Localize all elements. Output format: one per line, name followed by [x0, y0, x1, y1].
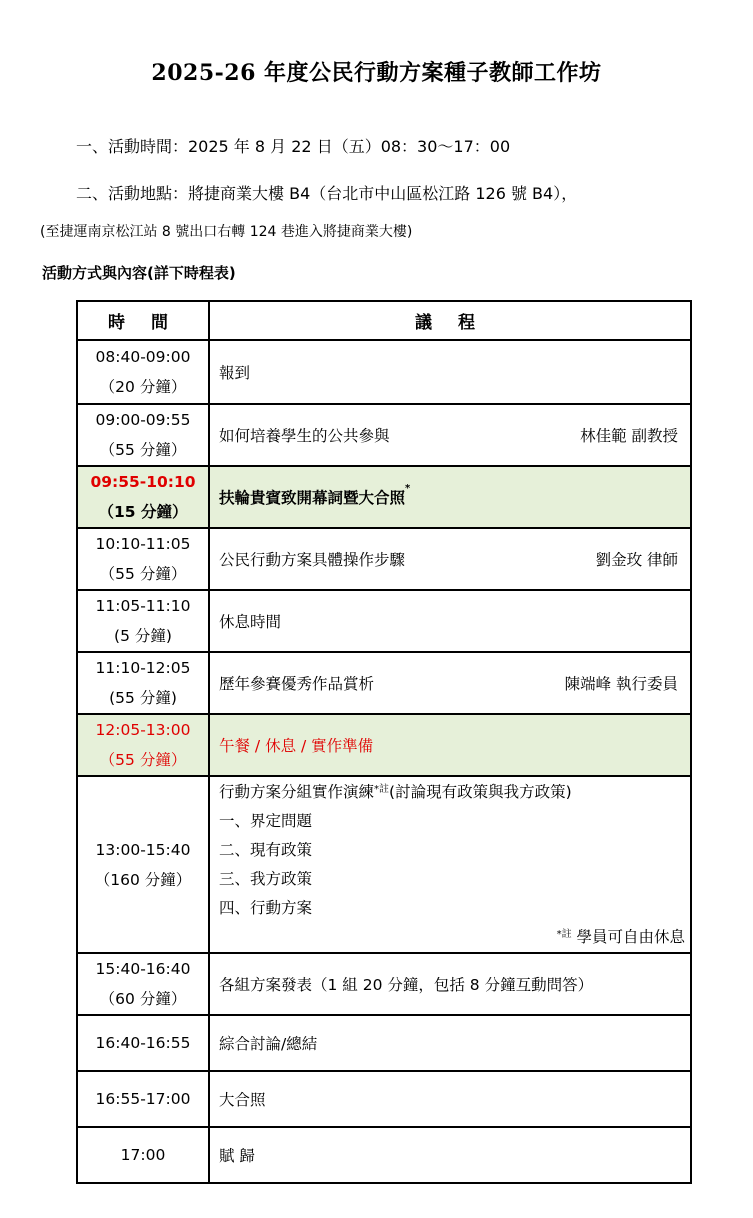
time-range: 13:00-15:40	[95, 840, 191, 859]
time-cell	[77, 953, 209, 1015]
time-cell	[77, 340, 209, 404]
table-row	[77, 340, 691, 404]
table-row	[77, 953, 691, 1015]
agenda-item: 歷年參賽優秀作品賞析	[219, 675, 375, 693]
step-item: 四、行動方案	[219, 898, 313, 917]
footnote-mark: *	[405, 483, 411, 494]
time-range: 11:05-11:10	[95, 597, 191, 615]
agenda-item: 公民行動方案具體操作步驟	[219, 551, 406, 569]
agenda-item: 報到	[219, 364, 251, 382]
schedule-table	[76, 300, 692, 1184]
event-time: 一、活動時間：2025 年 8 月 22 日（五）08：30～17：00	[76, 137, 511, 156]
time-range: 08:40-09:00	[95, 348, 191, 366]
direction-note: (至捷運南京松江站 8 號出口右轉 124 巷進入將捷商業大樓)	[40, 224, 413, 240]
time-cell	[77, 1127, 209, 1183]
duration: （55 分鐘）	[99, 441, 187, 459]
table-row	[77, 466, 691, 528]
table-row	[77, 404, 691, 466]
agenda-cell	[209, 404, 691, 466]
page-title: 2025-26 年度公民行動方案種子教師工作坊	[151, 60, 602, 86]
agenda-item-tail: (討論現有政策與我方政策)	[389, 782, 572, 801]
agenda-cell	[209, 1071, 691, 1127]
footnote-mark: *註	[556, 928, 572, 940]
duration: （20 分鐘）	[99, 378, 187, 396]
footnote	[219, 923, 685, 952]
agenda-cell	[209, 466, 691, 528]
time-range: 16:40-16:55	[95, 1034, 191, 1052]
footnote-mark: *註	[374, 783, 390, 795]
agenda-cell	[209, 953, 691, 1015]
event-location: 二、活動地點：將捷商業大樓 B4（台北市中山區松江路 126 號 B4），	[76, 184, 578, 203]
schedule-heading: 活動方式與內容(詳下時程表)	[42, 264, 236, 282]
table-row	[77, 652, 691, 714]
table-row	[77, 714, 691, 776]
agenda-item: 綜合討論/總結	[219, 1035, 318, 1053]
time-cell	[77, 466, 209, 528]
duration: (5 分鐘)	[114, 627, 172, 645]
time-cell	[77, 652, 209, 714]
time-range: 11:10-12:05	[95, 659, 191, 677]
time-cell	[77, 1015, 209, 1071]
agenda-item-head: 行動方案分組實作演練	[219, 782, 375, 801]
agenda-item: 各組方案發表（1 組 20 分鐘，包括 8 分鐘互動問答）	[219, 976, 594, 994]
duration: （55 分鐘）	[99, 565, 187, 583]
agenda-cell	[209, 652, 691, 714]
time-cell	[77, 590, 209, 652]
agenda-item: 大合照	[219, 1091, 266, 1109]
time-cell	[77, 528, 209, 590]
agenda-item: 如何培養學生的公共參與	[219, 427, 390, 445]
step-item: 一、界定問題	[219, 811, 313, 830]
time-cell	[77, 404, 209, 466]
time-range: 16:55-17:00	[95, 1090, 191, 1108]
agenda-cell	[209, 1127, 691, 1183]
agenda-cell	[209, 1015, 691, 1071]
agenda-cell	[209, 528, 691, 590]
table-row	[77, 1015, 691, 1071]
time-cell	[77, 1071, 209, 1127]
agenda-cell	[209, 340, 691, 404]
time-range: 17:00	[120, 1146, 166, 1164]
table-row	[77, 590, 691, 652]
time-range: 10:10-11:05	[95, 535, 191, 553]
duration: （160 分鐘）	[94, 870, 192, 889]
time-range: 12:05-13:00	[95, 721, 191, 739]
duration: (55 分鐘)	[109, 689, 177, 707]
table-row	[77, 528, 691, 590]
duration: （60 分鐘）	[99, 990, 187, 1008]
speaker: 劉金玫 律師	[595, 551, 678, 569]
table-row	[77, 776, 691, 953]
table-row	[77, 1127, 691, 1183]
time-range: 09:00-09:55	[95, 411, 191, 429]
agenda-cell	[209, 714, 691, 776]
header-agenda: 議 程	[209, 301, 691, 340]
table-row	[77, 1071, 691, 1127]
speaker: 陳端峰 執行委員	[564, 675, 678, 693]
agenda-item: 休息時間	[219, 613, 282, 631]
speaker: 林佳範 副教授	[580, 427, 678, 445]
agenda-item: 扶輪貴賓致開幕詞暨大合照	[219, 489, 406, 507]
agenda-item	[219, 778, 678, 807]
header-time: 時 間	[77, 301, 209, 340]
time-cell	[77, 714, 209, 776]
agenda-item: 午餐 / 休息 / 實作準備	[219, 737, 374, 755]
time-cell	[77, 776, 209, 953]
step-item: 三、我方政策	[219, 869, 313, 888]
agenda-cell	[209, 776, 691, 953]
duration: （15 分鐘）	[98, 503, 188, 521]
duration: （55 分鐘）	[99, 751, 187, 769]
footnote-text: 學員可自由休息	[571, 927, 685, 946]
agenda-cell	[209, 590, 691, 652]
time-range: 15:40-16:40	[95, 960, 191, 978]
table-header-row	[77, 301, 691, 340]
step-item: 二、現有政策	[219, 840, 313, 859]
time-range: 09:55-10:10	[90, 473, 196, 491]
agenda-item: 賦 歸	[219, 1147, 255, 1165]
